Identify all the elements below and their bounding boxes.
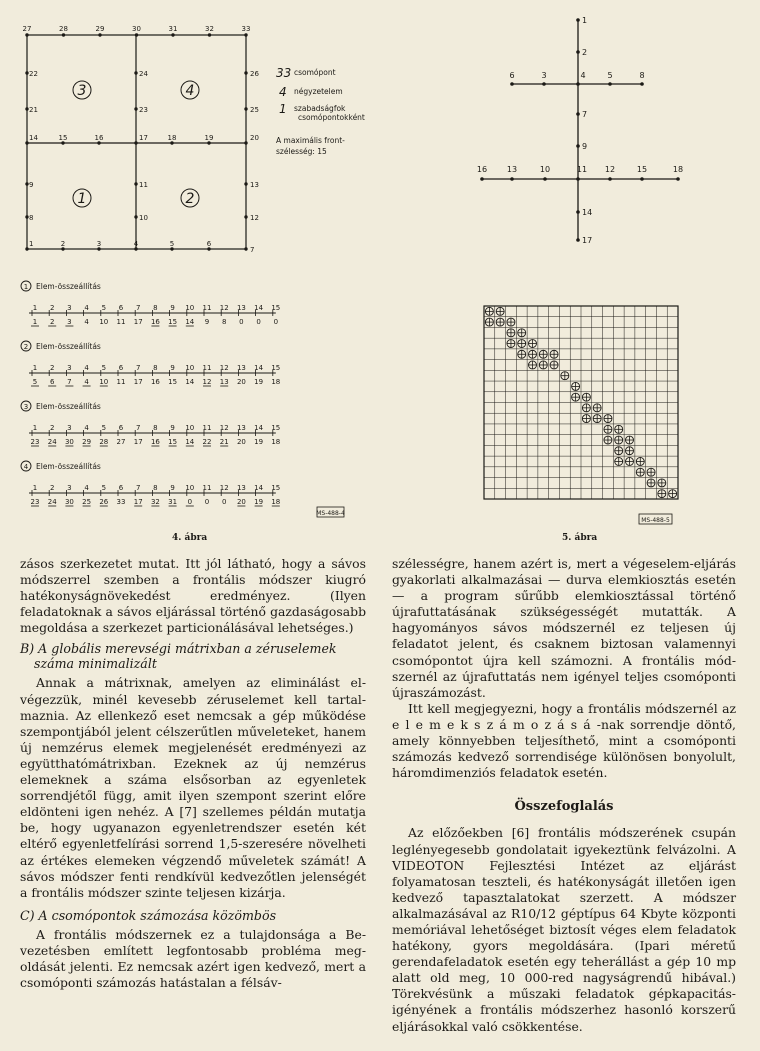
cross-node-label: 16	[476, 165, 488, 174]
summary-heading: Összefoglalás	[514, 799, 614, 815]
node-label: 24	[139, 70, 148, 78]
cross-node-label: 12	[604, 165, 616, 174]
node-label: 4	[133, 240, 139, 248]
matrix-nonzero-mark	[626, 436, 634, 444]
tick-label: 11	[202, 364, 212, 372]
assembly-value: 30	[64, 438, 74, 446]
node-label: 8	[29, 214, 34, 222]
assembly-value: 18	[271, 438, 281, 446]
matrix-nonzero-mark	[593, 415, 601, 423]
node-label: 23	[139, 106, 148, 114]
assembly-value: 23	[30, 498, 40, 506]
node-label: 16	[94, 134, 104, 142]
node-label: 11	[139, 181, 148, 189]
tick-label: 4	[84, 484, 89, 492]
element-4-label: 4	[185, 83, 195, 99]
tick-label: 3	[67, 484, 72, 492]
matrix-nonzero-mark	[626, 457, 634, 465]
assembly-label: Elem-összeállítás	[36, 462, 101, 471]
matrix-nonzero-mark	[658, 479, 666, 487]
legend-num-element: 4	[279, 85, 287, 99]
right-paragraph-3: Az előzőekben [6] frontális módszerének csupán leglényegesebb gondolatait igyekeztünk felvázolni. A VIDEOTON Fejlesztési Intézet az eljárást folyamatosan teszteli, és hatékonyságát illetően igen kedvező tapasztalatokat szerzett. A módszer alkalmazásával az R10/12 géptípus 64 Kbyte központi memóriával lehetőséget biztosít véges elem feladatok hatékony, gyors megoldására. (Ipari méretű gerendafeladatok esetén egy teherállást a gép 10 mp alatt old meg, 10 000-red nagyságrendű hibával.) Törekvésünk a műszaki feladatok gépkapacitás-igényének a frontális módszerhez hasonló korszerű eljárásokkal való csökkentése.	[392, 825, 736, 1034]
tick-label: 8	[153, 424, 158, 432]
node-label: 3	[96, 240, 102, 248]
assembly-value: 0	[256, 318, 261, 326]
assembly-value: 16	[150, 438, 160, 446]
tick-label: 9	[170, 304, 175, 312]
matrix-nonzero-mark	[539, 350, 547, 358]
cross-node-label: 14	[582, 208, 593, 217]
matrix-nonzero-mark	[647, 479, 655, 487]
left-paragraph-2: Annak a mátrixnak, amelyen az eliminálást elvégezzük, minél kevesebb zéruselemet kell tartalmaznia. Az ellenkező eset nemcsak a gép működése szempontjából jelent célszerűtlen műveleteket, hanem új nemzérus elemek megjelenését eredményezi az együtthatómátrixban. Ezeknek az új nemzérus elemeknek a száma elsősorban az egyenletek sorrendjétől függ, amit ilyen szempont szerint előre eldönteni igen nehéz. A [7] szellemes példán mutatja be, hogy ugyanazon egyenletrendszer esetén két eltérő egyenletfelírási sorrend 1,5-szeresére növelheti az értékes elemeken végzendő műveletek számát! A sávos módszer fenti rendkívül kedvezőtlen jelenségét a frontális módszer szinte teljesen kizárja.	[20, 675, 366, 900]
tick-label: 7	[135, 484, 141, 492]
assembly-value: 14	[185, 378, 195, 386]
assembly-value: 11	[116, 318, 126, 326]
assembly-value: 6	[49, 378, 55, 386]
assembly-value: 20	[236, 378, 246, 386]
tick-label: 6	[118, 484, 124, 492]
node-label: 22	[29, 70, 38, 78]
tick-label: 14	[254, 364, 264, 372]
right-column	[392, 556, 736, 1035]
assembly-value: 19	[254, 498, 264, 506]
node-label: 14	[29, 134, 38, 142]
tick-label: 10	[185, 304, 195, 312]
tick-label: 12	[219, 304, 229, 312]
tick-label: 13	[236, 364, 246, 372]
left-column	[20, 556, 366, 991]
tick-label: 4	[84, 304, 89, 312]
legend-num-node: 33	[276, 66, 292, 80]
tick-label: 15	[271, 304, 281, 312]
assembly-value: 15	[168, 378, 178, 386]
node-label: 1	[29, 240, 34, 248]
assembly-value: 17	[133, 318, 143, 326]
fig5-code: MS-488-5	[641, 517, 670, 524]
left-paragraph-1: zásos szerkezetet mutat. Itt jól látható, hogy a sávos módszerrel szemben a frontális módszer kiugró hatékonyságnövekedést eredményez. (Ilyen feladatoknak a sávos eljárással történő gazdaságosabb megoldása a szerkezet particionálásával lehetséges.)	[20, 556, 366, 636]
matrix-nonzero-mark	[507, 318, 515, 326]
assembly-value: 17	[133, 378, 143, 386]
matrix-nonzero-mark	[507, 340, 515, 348]
tick-label: 11	[202, 484, 212, 492]
cross-node-label: 2	[582, 48, 588, 57]
assembly-value: 16	[150, 318, 160, 326]
tick-label: 6	[118, 304, 124, 312]
cross-node-label: 5	[607, 71, 613, 80]
tick-label: 14	[254, 484, 264, 492]
assembly-value: 20	[236, 498, 246, 506]
assembly-value: 3	[67, 318, 72, 326]
assembly-value: 4	[84, 318, 89, 326]
assembly-value: 0	[204, 498, 210, 506]
section-b-heading: B) A globális merevségi mátrixban a zéruselemek száma minimalizált	[20, 641, 337, 672]
right-paragraph-2: Itt kell megjegyezni, hogy a frontális módszernél az e l e m e k s z á m o z á s á -nak sorrendje döntő, amely könnyebben teljesíthető, mint a csomóponti számozás kedvező sorrendisége különösen bonyolult, háromdimenziós feladatok esetén.	[392, 700, 736, 781]
assembly-value: 15	[168, 318, 178, 326]
tick-label: 7	[135, 304, 141, 312]
tick-label: 15	[271, 484, 281, 492]
assembly-value: 8	[221, 318, 227, 326]
matrix-nonzero-mark	[658, 490, 666, 498]
assembly-value: 22	[202, 438, 212, 446]
assembly-value: 19	[254, 378, 264, 386]
matrix-nonzero-mark	[582, 393, 590, 401]
node-label: 25	[250, 106, 259, 114]
assembly-value: 0	[187, 498, 193, 506]
tick-label: 4	[84, 364, 89, 372]
node-label: 20	[250, 134, 259, 142]
node-label: 21	[29, 106, 38, 114]
assembly-value: 14	[185, 318, 195, 326]
legend-text-node: csomópont	[294, 68, 336, 77]
node-label: 18	[167, 134, 177, 142]
matrix-nonzero-mark	[572, 393, 580, 401]
node-label: 28	[59, 25, 68, 33]
tick-label: 9	[170, 424, 175, 432]
tick-label: 11	[202, 424, 212, 432]
node-label: 30	[132, 25, 141, 33]
tick-label: 8	[153, 484, 158, 492]
matrix-nonzero-mark	[636, 468, 644, 476]
assembly-value: 28	[99, 438, 109, 446]
assembly-number: 2	[23, 343, 29, 351]
node-label: 7	[250, 246, 255, 254]
element-2-label: 2	[185, 191, 195, 207]
tick-label: 10	[185, 424, 195, 432]
matrix-nonzero-mark	[529, 361, 537, 369]
node-label: 5	[169, 240, 175, 248]
assembly-value: 4	[84, 378, 89, 386]
cross-node-label: 1	[582, 16, 588, 25]
node-label: 12	[250, 214, 259, 222]
tick-label: 5	[101, 364, 107, 372]
tick-label: 2	[49, 484, 55, 492]
matrix-nonzero-mark	[561, 372, 569, 380]
tick-label: 12	[219, 364, 229, 372]
matrix-nonzero-mark	[626, 447, 634, 455]
assembly-value: 16	[150, 378, 160, 386]
assembly-label: Elem-összeállítás	[36, 282, 101, 291]
tick-label: 8	[153, 304, 158, 312]
matrix-nonzero-mark	[615, 425, 623, 433]
matrix-nonzero-mark	[529, 340, 537, 348]
fig5-caption: 5. ábra	[562, 533, 598, 543]
cross-node-label: 13	[506, 165, 518, 174]
matrix-nonzero-mark	[485, 307, 493, 315]
tick-label: 14	[254, 304, 264, 312]
matrix-nonzero-mark	[604, 425, 612, 433]
tick-label: 10	[185, 364, 195, 372]
matrix-nonzero-mark	[518, 329, 526, 337]
tick-label: 1	[32, 424, 38, 432]
assembly-value: 21	[219, 438, 229, 446]
node-label: 2	[60, 240, 66, 248]
node-label: 9	[29, 181, 34, 189]
matrix-nonzero-mark	[615, 457, 623, 465]
assembly-value: 0	[239, 318, 244, 326]
matrix-nonzero-mark	[647, 468, 655, 476]
tick-label: 9	[170, 484, 175, 492]
tick-label: 10	[185, 484, 195, 492]
node-label: 33	[241, 25, 251, 33]
assembly-number: 4	[23, 463, 29, 471]
tick-label: 3	[67, 364, 72, 372]
tick-label: 13	[236, 304, 246, 312]
matrix-nonzero-mark	[518, 350, 526, 358]
tick-label: 5	[101, 424, 107, 432]
assembly-value: 17	[133, 438, 143, 446]
matrix-nonzero-mark	[518, 340, 526, 348]
node-label: 13	[250, 181, 259, 189]
matrix-nonzero-mark	[496, 318, 504, 326]
legend-text-dof: szabadságfok csomópontokként	[294, 104, 365, 122]
node-label: 15	[58, 134, 68, 142]
legend-text-element: négyzetelem	[294, 87, 343, 96]
node-label: 19	[204, 134, 214, 142]
matrix-nonzero-mark	[593, 404, 601, 412]
assembly-value: 10	[99, 378, 109, 386]
tick-label: 1	[32, 364, 38, 372]
cross-node-label: 9	[582, 142, 588, 151]
assembly-value: 5	[32, 378, 38, 386]
legend-num-dof: 1	[279, 102, 287, 116]
assembly-value: 18	[271, 498, 281, 506]
matrix-nonzero-mark	[604, 415, 612, 423]
assembly-value: 14	[185, 438, 195, 446]
matrix-nonzero-mark	[496, 307, 504, 315]
matrix-nonzero-mark	[550, 361, 558, 369]
tick-label: 3	[67, 304, 72, 312]
right-paragraph-1: szélességre, hanem azért is, mert a végeselem-eljárás gyakorlati alkalmazásai — durva elemkiosztás esetén — a program sűrűbb elemkiosztással történő újrafuttatásának szükségességét mutatták. A hagyományos sávos módszernél ez teljesen új feladatot jelent, és csaknem biztosan valamennyi csomópontot újra kell számozni. A frontális módszernél az újrafuttatás nem igényel teljes csomóponti újraszámozást.	[392, 556, 736, 700]
cross-node-label: 18	[672, 165, 684, 174]
assembly-value: 25	[82, 498, 92, 506]
cross-node-label: 4	[580, 71, 586, 80]
tick-label: 2	[49, 364, 55, 372]
node-label: 27	[22, 25, 32, 33]
assembly-value: 0	[221, 498, 227, 506]
matrix-nonzero-mark	[485, 318, 493, 326]
tick-label: 5	[101, 304, 107, 312]
matrix-nonzero-mark	[529, 350, 537, 358]
tick-label: 7	[135, 424, 141, 432]
tick-label: 8	[153, 364, 158, 372]
element-3-label: 3	[77, 83, 87, 99]
cross-node-label: 3	[541, 71, 547, 80]
tick-label: 1	[32, 484, 38, 492]
assembly-value: 19	[254, 438, 264, 446]
matrix-nonzero-mark	[582, 415, 590, 423]
assembly-value: 9	[204, 318, 210, 326]
matrix-nonzero-mark	[615, 436, 623, 444]
tick-label: 4	[84, 424, 89, 432]
node-label: 17	[139, 134, 148, 142]
assembly-value: 24	[47, 438, 57, 446]
assembly-number: 1	[23, 283, 29, 291]
tick-label: 5	[101, 484, 107, 492]
assembly-value: 10	[99, 318, 109, 326]
matrix-nonzero-mark	[572, 382, 580, 390]
assembly-value: 20	[236, 438, 246, 446]
node-label: 31	[168, 25, 178, 33]
tick-label: 13	[236, 424, 246, 432]
tick-label: 2	[49, 424, 55, 432]
matrix-nonzero-mark	[582, 404, 590, 412]
matrix-nonzero-mark	[507, 329, 515, 337]
fig4-caption: 4. ábra	[172, 533, 208, 543]
fig4-code: MS-488-4	[316, 510, 345, 517]
left-paragraph-3: A frontális módszernek ez a tulajdonsága a Bevezetésben említett legfontosabb probléma megoldását jelenti. Ez nemcsak azért igen kedvező, mert a csomóponti számozás hatástalan a félsáv-	[20, 926, 366, 991]
front-note: A maximális front- szélesség: 15	[276, 136, 345, 156]
matrix-nonzero-mark	[669, 490, 677, 498]
assembly-value: 27	[116, 438, 126, 446]
tick-label: 9	[170, 364, 175, 372]
cross-node-label: 15	[636, 165, 648, 174]
assembly-value: 29	[82, 438, 92, 446]
assembly-value: 18	[271, 378, 281, 386]
assembly-value: 23	[30, 438, 40, 446]
matrix-nonzero-mark	[550, 350, 558, 358]
tick-label: 13	[236, 484, 246, 492]
assembly-label: Elem-összeállítás	[36, 402, 101, 411]
tick-label: 11	[202, 304, 212, 312]
assembly-value: 32	[150, 498, 160, 506]
tick-label: 6	[118, 424, 124, 432]
tick-label: 15	[271, 424, 281, 432]
tick-label: 14	[254, 424, 264, 432]
assembly-value: 30	[64, 498, 74, 506]
assembly-value: 17	[133, 498, 143, 506]
assembly-value: 1	[32, 318, 38, 326]
matrix-nonzero-mark	[615, 447, 623, 455]
node-label: 26	[250, 70, 259, 78]
assembly-value: 0	[273, 318, 279, 326]
node-label: 6	[206, 240, 212, 248]
element-1-label: 1	[77, 191, 87, 207]
assembly-value: 7	[67, 378, 72, 386]
cross-node-label: 17	[582, 236, 593, 245]
tick-label: 2	[49, 304, 55, 312]
cross-node-label: 6	[509, 71, 515, 80]
assembly-value: 13	[219, 378, 229, 386]
tick-label: 12	[219, 424, 229, 432]
assembly-value: 15	[168, 438, 178, 446]
assembly-value: 11	[116, 378, 126, 386]
assembly-value: 2	[49, 318, 55, 326]
tick-label: 1	[32, 304, 38, 312]
assembly-label: Elem-összeállítás	[36, 342, 101, 351]
assembly-value: 12	[202, 378, 212, 386]
node-label: 10	[139, 214, 148, 222]
tick-label: 7	[135, 364, 141, 372]
tick-label: 15	[271, 364, 281, 372]
section-c-heading: C) A csomópontok számozása közömbös	[20, 907, 277, 923]
tick-label: 6	[118, 364, 124, 372]
assembly-number: 3	[23, 403, 29, 411]
assembly-value: 33	[116, 498, 126, 506]
cross-node-label: 10	[539, 165, 551, 174]
tick-label: 3	[67, 424, 72, 432]
matrix-nonzero-mark	[636, 457, 644, 465]
cross-node-label: 11	[576, 165, 588, 174]
node-label: 32	[205, 25, 214, 33]
cross-node-label: 8	[639, 71, 645, 80]
assembly-value: 31	[168, 498, 178, 506]
cross-node-label: 7	[582, 110, 588, 119]
assembly-value: 24	[47, 498, 57, 506]
node-label: 29	[95, 25, 105, 33]
matrix-nonzero-mark	[539, 361, 547, 369]
assembly-value: 26	[99, 498, 109, 506]
matrix-nonzero-mark	[604, 436, 612, 444]
tick-label: 12	[219, 484, 229, 492]
